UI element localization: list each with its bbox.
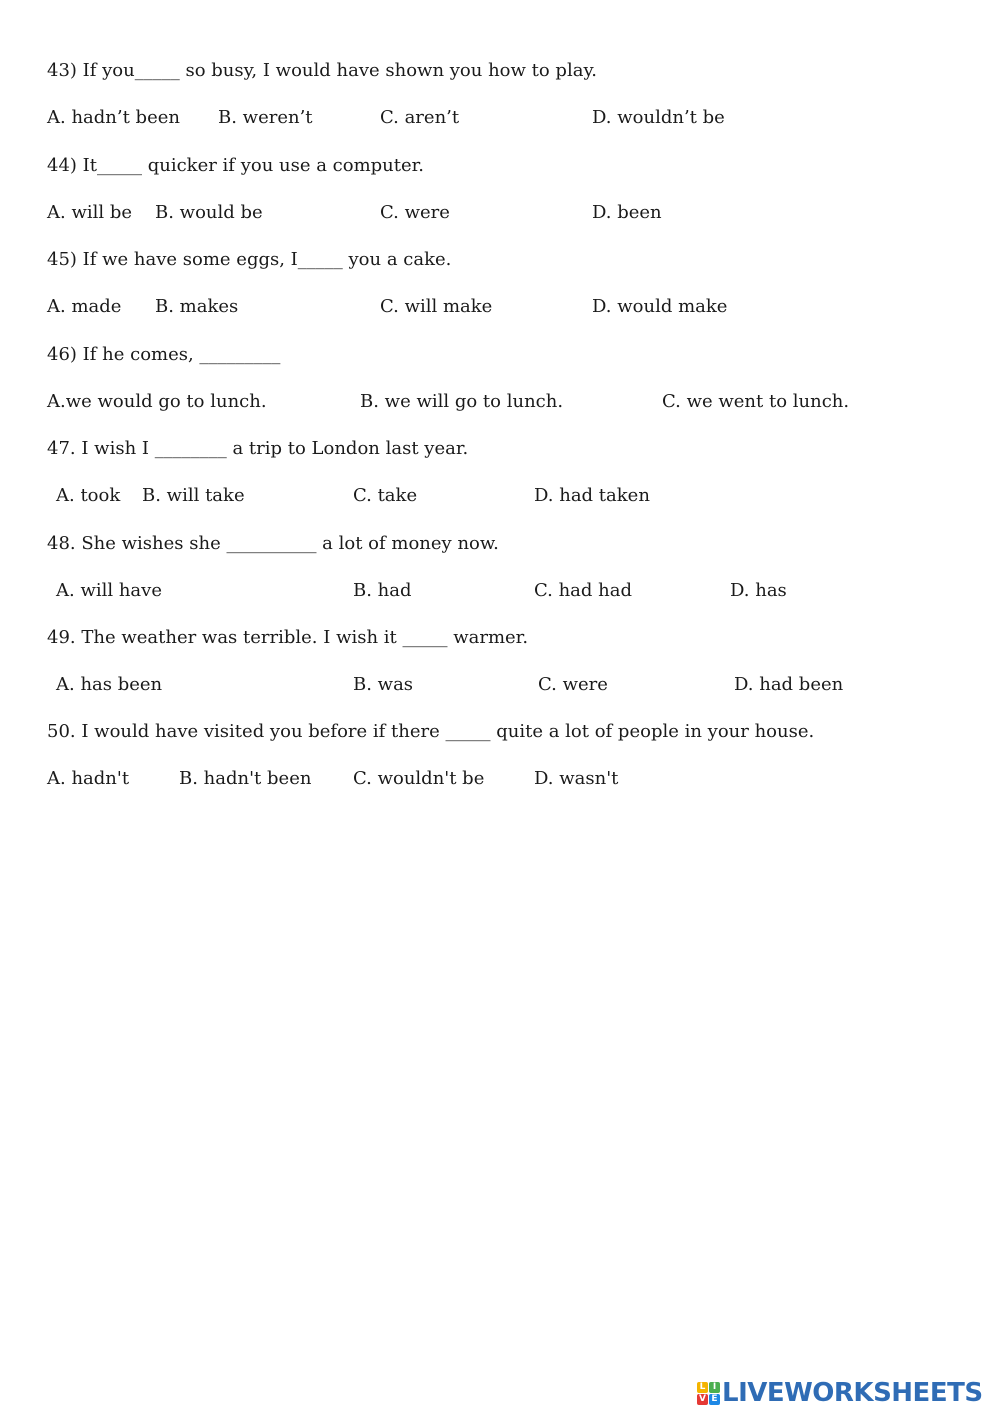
logo-tile-v: V bbox=[697, 1394, 708, 1405]
q50-option-c[interactable]: C. wouldn't be bbox=[353, 768, 485, 789]
q47-option-a[interactable]: A. took bbox=[56, 485, 121, 506]
q48-option-a[interactable]: A. will have bbox=[56, 580, 162, 601]
q45-option-d[interactable]: D. would make bbox=[592, 296, 728, 317]
q43-option-d[interactable]: D. wouldn’t be bbox=[592, 107, 725, 128]
q47-option-c[interactable]: C. take bbox=[353, 485, 418, 506]
logo-tile-e: E bbox=[709, 1394, 720, 1405]
question-43: 43) If you_____ so busy, I would have shown you how to play. bbox=[47, 60, 597, 81]
q50-option-a[interactable]: A. hadn't bbox=[47, 768, 130, 789]
q49-option-c[interactable]: C. were bbox=[538, 674, 608, 695]
q44-option-a[interactable]: A. will be bbox=[47, 202, 133, 223]
q49-option-d[interactable]: D. had been bbox=[734, 674, 844, 695]
q48-option-d[interactable]: D. has bbox=[730, 580, 787, 601]
q48-option-b[interactable]: B. had bbox=[353, 580, 412, 601]
q50-option-b[interactable]: B. hadn't been bbox=[179, 768, 312, 789]
q46-option-c[interactable]: C. we went to lunch. bbox=[662, 391, 850, 412]
q44-option-d[interactable]: D. been bbox=[592, 202, 662, 223]
logo-tile-l: L bbox=[697, 1382, 708, 1393]
q45-option-c[interactable]: C. will make bbox=[380, 296, 493, 317]
q48-option-c[interactable]: C. had had bbox=[534, 580, 632, 601]
question-49: 49. The weather was terrible. I wish it _____ warmer. bbox=[47, 627, 529, 648]
logo-tile-i: I bbox=[709, 1382, 720, 1393]
q44-option-c[interactable]: C. were bbox=[380, 202, 450, 223]
question-46: 46) If he comes, _________ bbox=[47, 344, 281, 365]
liveworksheets-logo-icon bbox=[697, 1382, 720, 1405]
question-47: 47. I wish I ________ a trip to London last year. bbox=[47, 438, 469, 459]
q43-option-a[interactable]: A. hadn’t been bbox=[47, 107, 180, 128]
q44-option-b[interactable]: B. would be bbox=[155, 202, 263, 223]
question-48: 48. She wishes she __________ a lot of money now. bbox=[47, 533, 499, 554]
q49-option-b[interactable]: B. was bbox=[353, 674, 414, 695]
liveworksheets-logo bbox=[697, 1376, 983, 1410]
q46-option-b[interactable]: B. we will go to lunch. bbox=[360, 391, 564, 412]
question-50: 50. I would have visited you before if there _____ quite a lot of people in your house. bbox=[47, 721, 815, 742]
q46-option-a[interactable]: A.we would go to lunch. bbox=[47, 391, 267, 412]
q50-option-d[interactable]: D. wasn't bbox=[534, 768, 619, 789]
logo-text: LIVEWORKSHEETS bbox=[722, 1378, 983, 1408]
q49-option-a[interactable]: A. has been bbox=[56, 674, 163, 695]
q47-option-b[interactable]: B. will take bbox=[142, 485, 245, 506]
q45-option-a[interactable]: A. made bbox=[47, 296, 122, 317]
q47-option-d[interactable]: D. had taken bbox=[534, 485, 650, 506]
q43-option-b[interactable]: B. weren’t bbox=[218, 107, 313, 128]
question-45: 45) If we have some eggs, I_____ you a cake. bbox=[47, 249, 452, 270]
question-44: 44) It_____ quicker if you use a computer. bbox=[47, 155, 425, 176]
q43-option-c[interactable]: C. aren’t bbox=[380, 107, 460, 128]
q45-option-b[interactable]: B. makes bbox=[155, 296, 239, 317]
